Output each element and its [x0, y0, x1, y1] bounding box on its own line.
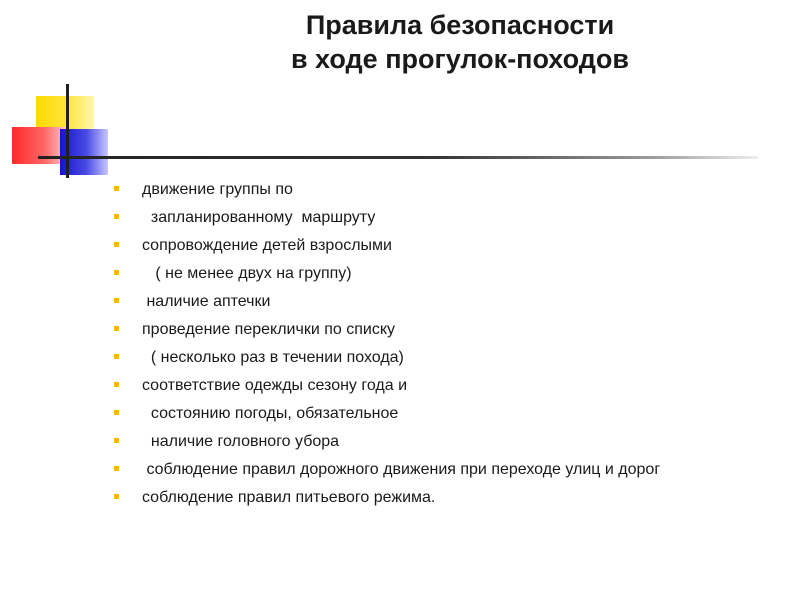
- list-item-text: проведение переклички по списку: [142, 321, 395, 338]
- list-item: [114, 208, 754, 227]
- list-item-text: соблюдение правил питьевого режима.: [142, 489, 436, 506]
- bullet-square-icon: [114, 214, 119, 219]
- list-item: [114, 432, 754, 451]
- list-item-text: запланированному маршруту: [142, 209, 376, 226]
- bullet-square-icon: [114, 354, 119, 359]
- list-item: [114, 488, 754, 507]
- safety-rules-list: [114, 180, 754, 516]
- list-item-text: состоянию погоды, обязательное: [142, 405, 399, 422]
- list-item-text: наличие аптечки: [142, 293, 271, 310]
- list-item: [114, 292, 754, 311]
- bullet-square-icon: [114, 186, 119, 191]
- bullet-square-icon: [114, 410, 119, 415]
- list-item: [114, 404, 754, 423]
- bullet-square-icon: [114, 326, 119, 331]
- list-item: [114, 376, 754, 395]
- bullet-square-icon: [114, 242, 119, 247]
- decorative-horizontal-line: [38, 156, 758, 159]
- list-item: [114, 460, 754, 479]
- list-item-text: ( не менее двух на группу): [142, 265, 352, 282]
- list-item: [114, 236, 754, 255]
- list-item: [114, 348, 754, 367]
- title-line-2: в ходе прогулок-походов: [290, 44, 630, 74]
- list-item: [114, 264, 754, 283]
- decorative-yellow-square: [36, 96, 94, 130]
- list-item: [114, 320, 754, 339]
- title-line-1: Правила безопасности: [305, 10, 615, 40]
- list-item-text: движение группы по: [142, 181, 293, 198]
- list-item-text: соблюдение правил дорожного движения при переходе улиц и дорог: [142, 461, 661, 478]
- bullet-square-icon: [114, 298, 119, 303]
- list-item: [114, 180, 754, 199]
- bullet-square-icon: [114, 466, 119, 471]
- slide-title: [200, 8, 720, 76]
- bullet-square-icon: [114, 438, 119, 443]
- list-item-text: наличие головного убора: [142, 433, 340, 450]
- list-item-text: ( несколько раз в течении похода): [142, 349, 404, 366]
- bullet-square-icon: [114, 494, 119, 499]
- decorative-vertical-line: [66, 84, 69, 178]
- list-item-text: соответствие одежды сезону года и: [142, 377, 408, 394]
- bullet-square-icon: [114, 270, 119, 275]
- bullet-square-icon: [114, 382, 119, 387]
- list-item-text: сопровождение детей взрослыми: [142, 237, 392, 254]
